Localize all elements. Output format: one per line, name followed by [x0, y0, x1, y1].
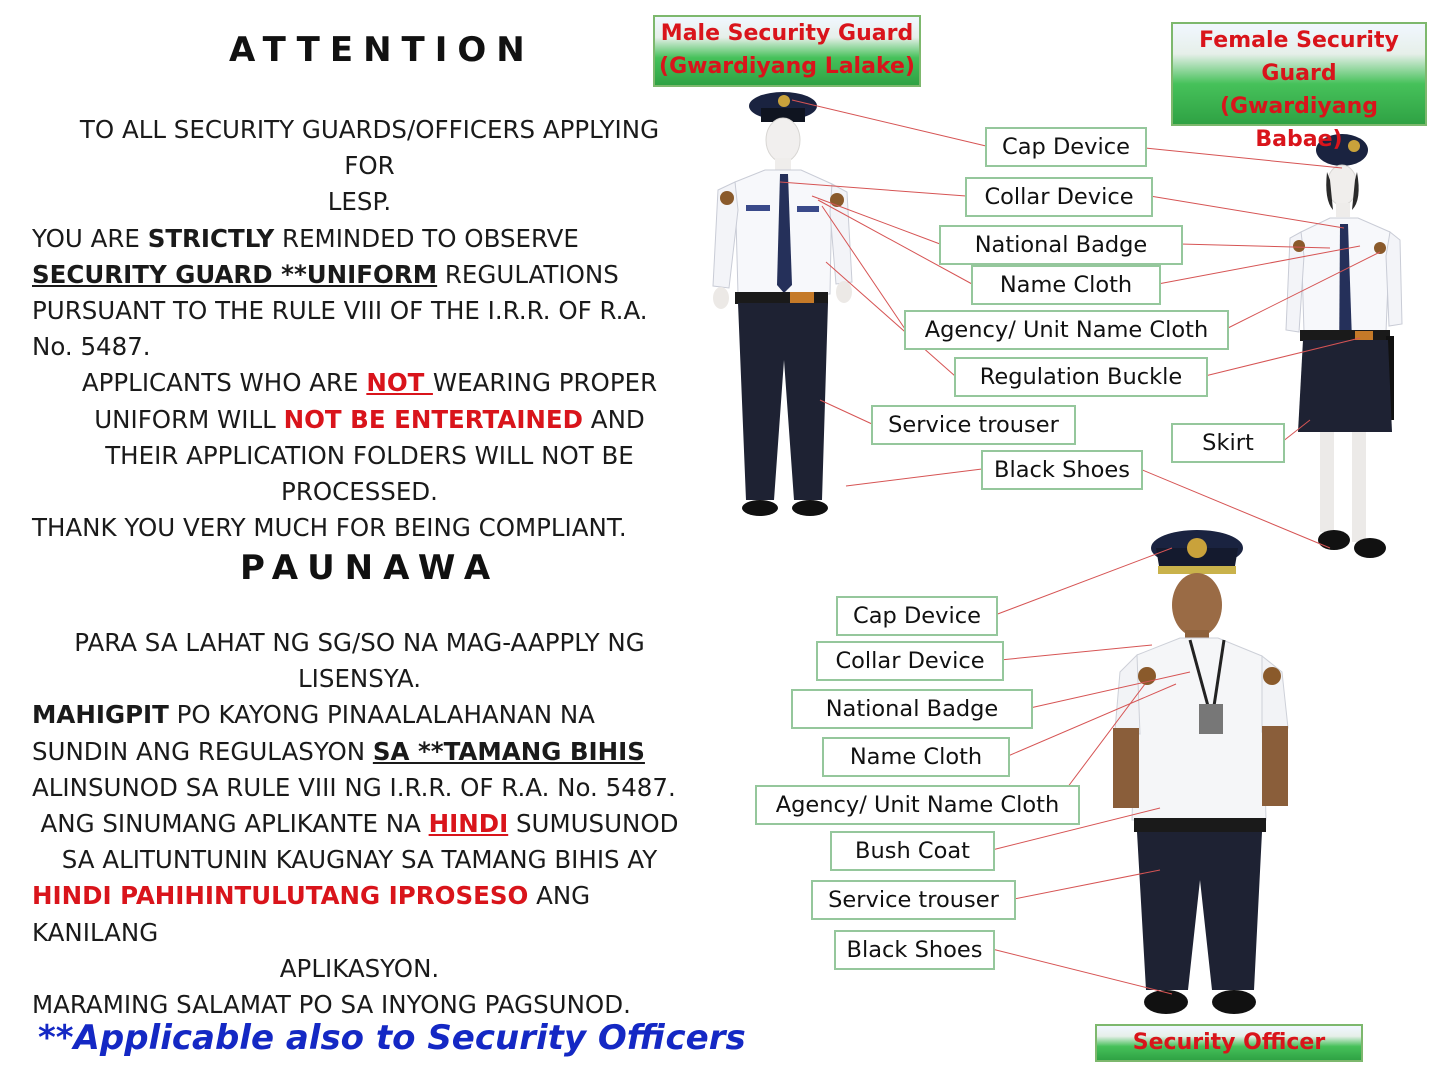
male-guard-header-line: Male Security Guard: [660, 21, 914, 46]
female-guard-header-line: (Gwardiyang Babae): [1219, 94, 1379, 152]
attention-line: YOU ARE STRICTLY REMINDED TO OBSERVE: [32, 223, 579, 253]
paunawa-line: MARAMING SALAMAT PO SA INYONG PAGSUNOD.: [32, 990, 631, 1020]
officer-shoes-label: Black Shoes: [834, 930, 995, 970]
guard-buckle-label: Regulation Buckle: [954, 357, 1208, 397]
paunawa-line: SUNDIN ANG REGULASYON SA **TAMANG BIHIS: [32, 736, 645, 766]
paunawa-line: ANG SINUMANG APLIKANTE NA HINDI SUMUSUNOD: [40, 809, 679, 839]
paunawa-heading: PAUNAWA: [240, 548, 501, 588]
attention-line: UNIFORM WILL NOT BE ENTERTAINED AND: [94, 404, 645, 434]
guard-name-cloth-label: Name Cloth: [971, 265, 1161, 305]
guard-agency-cloth-label: Agency/ Unit Name Cloth: [904, 310, 1229, 350]
male-guard-header-line: (Gwardiyang Lalake): [659, 54, 915, 79]
paunawa-line: LISENSYA.: [298, 664, 421, 694]
officer-national-badge-label: National Badge: [791, 689, 1033, 729]
officer-agency-cloth-label: Agency/ Unit Name Cloth: [755, 785, 1080, 825]
female-guard-header-line: Guard: [1261, 61, 1337, 86]
attention-line: PURSUANT TO THE RULE VIII OF THE I.R.R. OF R.A.: [32, 296, 648, 326]
guard-shoes-label: Black Shoes: [981, 450, 1143, 490]
attention-line: No. 5487.: [32, 332, 151, 362]
guard-cap-device-label: Cap Device: [985, 127, 1147, 167]
attention-heading: ATTENTION: [229, 30, 535, 70]
attention-line: SECURITY GUARD **UNIFORM REGULATIONS: [32, 259, 619, 289]
guard-national-badge-label: National Badge: [939, 225, 1183, 265]
officer-cap-device-label: Cap Device: [836, 596, 998, 636]
female-mannequin-figure: [1286, 134, 1402, 558]
female-guard-header: [1171, 22, 1427, 152]
guard-skirt-label: Skirt: [1171, 423, 1285, 463]
officer-collar-device-label: Collar Device: [816, 641, 1004, 681]
security-officer-figure: [1113, 530, 1288, 1014]
male-guard-header: [653, 15, 921, 87]
paunawa-line: HINDI PAHIHINTULUTANG IPROSESO ANG KANILANG: [32, 881, 591, 947]
attention-line: THANK YOU VERY MUCH FOR BEING COMPLIANT.: [32, 513, 627, 543]
attention-line: THEIR APPLICATION FOLDERS WILL NOT BE: [105, 440, 634, 470]
paunawa-line: ALINSUNOD SA RULE VIII NG I.R.R. OF R.A. No. 5487.: [32, 772, 676, 802]
paunawa-line: MAHIGPIT PO KAYONG PINAALALAHANAN NA: [32, 700, 595, 730]
footnote: **Applicable also to Security Officers: [38, 1018, 746, 1058]
male-mannequin-figure: [713, 92, 852, 516]
officer-bush-coat-label: Bush Coat: [830, 831, 995, 871]
attention-line: LESP.: [327, 187, 392, 217]
paunawa-line: PARA SA LAHAT NG SG/SO NA MAG-AAPPLY NG: [74, 628, 645, 657]
attention-line: TO ALL SECURITY GUARDS/OFFICERS APPLYING FOR: [79, 115, 660, 181]
female-guard-header-line: Female Security: [1199, 28, 1399, 53]
paunawa-line: SA ALITUNTUNIN KAUGNAY SA TAMANG BIHIS AY: [61, 845, 658, 875]
attention-line: PROCESSED.: [281, 477, 438, 507]
officer-trouser-label: Service trouser: [811, 880, 1016, 920]
security-officer-header: Security Officer: [1095, 1024, 1363, 1062]
paunawa-line: APLIKASYON.: [279, 953, 440, 983]
attention-line: APPLICANTS WHO ARE NOT WEARING PROPER: [81, 368, 658, 398]
guard-trouser-label: Service trouser: [871, 405, 1076, 445]
officer-name-cloth-label: Name Cloth: [822, 737, 1010, 777]
guard-collar-device-label: Collar Device: [965, 177, 1153, 217]
